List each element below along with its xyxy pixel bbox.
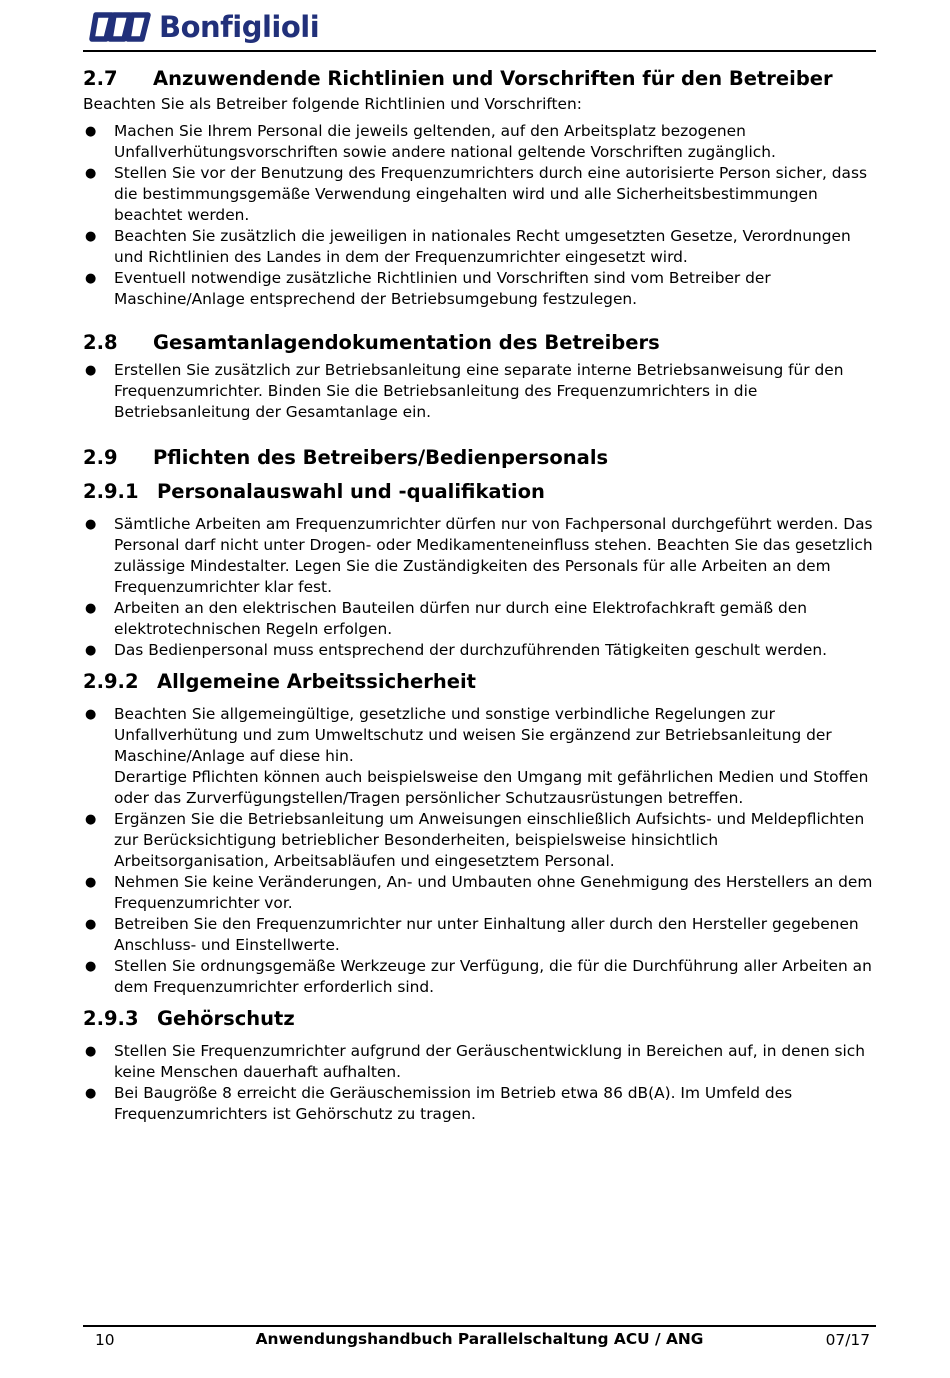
subsection-heading	[83, 479, 876, 505]
bonfiglioli-logo-icon	[88, 10, 154, 44]
section-2-7	[83, 66, 876, 310]
bullet-list	[83, 1041, 876, 1125]
list-item: ● Ergänzen Sie die Betriebsanleitung um Anweisungen einschließlich Aufsichts- und Meldepflichten zur Berücksichtigung betrieblicher Besonderheiten, beispielsweise hinsichtlich Arbeitsorganisation, Arbeitsabläufen und eingesetztem Personal.	[85, 810, 865, 870]
list-item: ● Das Bedienpersonal muss entsprechend der durchzuführenden Tätigkeiten geschult werden.	[85, 641, 827, 659]
section-number: 2.9.2	[83, 670, 139, 693]
section-number: 2.8	[83, 331, 118, 354]
list-item: ● Bei Baugröße 8 erreicht die Geräuschemission im Betrieb etwa 86 dB(A). Im Umfeld des Frequenzumrichters ist Gehörschutz zu tragen.	[85, 1084, 793, 1123]
section-number: 2.9	[83, 446, 118, 469]
section-2-9-1	[83, 479, 876, 661]
bullet-icon: ●	[85, 707, 97, 722]
section-number: 2.9.1	[83, 480, 139, 503]
section-heading	[83, 330, 876, 356]
bullet-icon: ●	[85, 812, 97, 827]
list-item: ● Stellen Sie ordnungsgemäße Werkzeuge zur Verfügung, die für die Durchführung aller Arbeiten an dem Frequenzumrichter erforderlich sind.	[85, 957, 872, 996]
section-number: 2.7	[83, 67, 118, 90]
bullet-icon: ●	[85, 229, 97, 244]
document-body	[83, 66, 876, 1125]
list-item: ● Beachten Sie zusätzlich die jeweiligen in nationales Recht umgesetzten Gesetze, Verordnungen und Richtlinien des Landes in dem der Frequenzumrichter eingesetzt wird.	[85, 227, 851, 266]
list-item: ● Erstellen Sie zusätzlich zur Betriebsanleitung eine separate interne Betriebsanweisung für den Frequenzumrichter. Binden Sie die Betriebsanleitung des Frequenzumrichters in die Betriebsanleitung der Gesamtanlage ein.	[85, 361, 844, 421]
bullet-icon: ●	[85, 124, 97, 139]
section-heading	[83, 445, 876, 471]
bullet-icon: ●	[85, 875, 97, 890]
subsection-heading	[83, 1006, 876, 1032]
list-item-note: Derartige Pflichten können auch beispielsweise den Umgang mit gefährlichen Medien und Stoffen oder das Zurverfügungstellen/Tragen persönlicher Schutzausrüstungen betreffen.	[114, 768, 869, 807]
document-date: 07/17	[825, 1331, 870, 1349]
list-item: ● Stellen Sie Frequenzumrichter aufgrund der Geräuschentwicklung in Bereichen auf, in denen sich keine Menschen dauerhaft aufhalten.	[85, 1042, 866, 1081]
bullet-icon: ●	[85, 917, 97, 932]
bullet-icon: ●	[85, 517, 97, 532]
bullet-icon: ●	[85, 363, 97, 378]
bullet-icon: ●	[85, 959, 97, 974]
list-item: ● Machen Sie Ihrem Personal die jeweils geltenden, auf den Arbeitsplatz bezogenen Unfallverhütungsvorschriften sowie andere national geltende Vorschriften zugänglich.	[85, 122, 776, 161]
page-footer	[83, 1325, 876, 1357]
section-title: Pflichten des Betreibers/Bedienpersonals	[153, 446, 609, 469]
document-title: Anwendungshandbuch Parallelschaltung ACU / ANG	[255, 1330, 704, 1348]
brand-name: Bonfiglioli	[159, 10, 320, 44]
list-item: ● Sämtliche Arbeiten am Frequenzumrichter dürfen nur von Fachpersonal durchgeführt werden. Das Personal darf nicht unter Drogen- oder Medikamenteneinfluss stehen. Beachten Sie das gesetzlich zulässige Mindestalter. Legen Sie die Zuständigkeiten des Personals für alle Arbeiten an dem Frequenzumrichter klar fest.	[85, 515, 873, 596]
brand-logo	[88, 9, 319, 45]
section-number: 2.9.3	[83, 1007, 139, 1030]
bullet-icon: ●	[85, 271, 97, 286]
section-2-9-3	[83, 1006, 876, 1125]
section-heading	[83, 66, 876, 92]
section-intro: Beachten Sie als Betreiber folgende Richtlinien und Vorschriften:	[83, 95, 582, 113]
bullet-list	[83, 360, 876, 423]
bullet-icon: ●	[85, 601, 97, 616]
bullet-icon: ●	[85, 166, 97, 181]
bullet-list	[83, 514, 876, 661]
list-item: ● Eventuell notwendige zusätzliche Richtlinien und Vorschriften sind vom Betreiber der Maschine/Anlage entsprechend der Betriebsumgebung festzulegen.	[85, 269, 771, 308]
list-item: ● Nehmen Sie keine Veränderungen, An- und Umbauten ohne Genehmigung des Herstellers an dem Frequenzumrichter vor.	[85, 873, 873, 912]
bullet-icon: ●	[85, 1044, 97, 1059]
list-item: ● Arbeiten an den elektrischen Bauteilen dürfen nur durch eine Elektrofachkraft gemäß den elektrotechnischen Regeln erfolgen.	[85, 599, 807, 638]
page-number: 10	[95, 1331, 115, 1349]
bullet-list	[83, 121, 876, 310]
section-title: Personalauswahl und -qualifikation	[157, 480, 545, 503]
bullet-icon: ●	[85, 1086, 97, 1101]
page-header	[83, 0, 876, 52]
list-item: ● Betreiben Sie den Frequenzumrichter nur unter Einhaltung aller durch den Hersteller gegebenen Anschluss- und Einstellwerte.	[85, 915, 859, 954]
section-title: Gesamtanlagendokumentation des Betreibers	[153, 331, 660, 354]
subsection-heading	[83, 669, 876, 695]
section-title: Allgemeine Arbeitssicherheit	[157, 670, 476, 693]
section-title: Anzuwendende Richtlinien und Vorschriften für den Betreiber	[153, 67, 833, 90]
section-2-8	[83, 330, 876, 423]
list-item: ● Stellen Sie vor der Benutzung des Frequenzumrichters durch eine autorisierte Person sicher, dass die bestimmungsgemäße Verwendung eingehalten wird und alle Sicherheitsbestimmungen beachtet werden.	[85, 164, 867, 224]
bullet-list	[83, 704, 876, 998]
bullet-icon: ●	[85, 643, 97, 658]
list-item: ● Beachten Sie allgemeingültige, gesetzliche und sonstige verbindliche Regelungen zur Unfallverhütung und zum Umweltschutz und weisen Sie ergänzend zur Betriebsanleitung der Maschine/Anlage auf diese hin. Derartige Pflichten können auch beispielsweise den Umgang mit gefährlichen Medien und Stoffen oder das Zurverfügungstellen/Tragen persönlicher Schutzausrüstungen betreffen.	[85, 705, 869, 807]
section-title: Gehörschutz	[157, 1007, 295, 1030]
section-2-9	[83, 445, 876, 471]
section-2-9-2	[83, 669, 876, 998]
